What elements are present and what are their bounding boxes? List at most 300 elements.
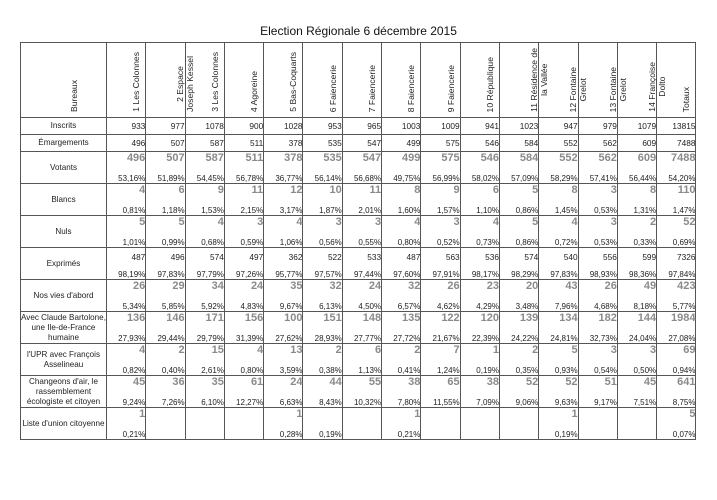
count-cell: 15 bbox=[185, 344, 224, 363]
count-cell bbox=[578, 408, 617, 427]
percent-cell: 1,10% bbox=[460, 202, 499, 216]
value-cell: 547 bbox=[342, 135, 381, 152]
count-cell: 11 bbox=[342, 184, 381, 203]
count-cell: 574 bbox=[499, 248, 538, 267]
count-cell: 4 bbox=[185, 216, 224, 235]
count-cell: 139 bbox=[499, 312, 538, 331]
column-header-label: 6 Faiencerie bbox=[327, 64, 338, 112]
value-cell: 499 bbox=[382, 135, 421, 152]
count-cell: 3 bbox=[617, 344, 656, 363]
count-cell: 2 bbox=[382, 344, 421, 363]
percent-cell: 6,63% bbox=[264, 394, 303, 408]
count-cell: 599 bbox=[617, 248, 656, 267]
column-header-label: 4 Agoreine bbox=[249, 70, 260, 112]
column-header bbox=[382, 43, 421, 118]
percent-cell: 0,50% bbox=[617, 362, 656, 376]
percent-cell: 21,67% bbox=[421, 330, 460, 344]
percent-cell: 0,07% bbox=[657, 426, 696, 440]
percent-cell: 1,01% bbox=[107, 234, 146, 248]
value-cell: 496 bbox=[107, 135, 146, 152]
count-cell: 5 bbox=[657, 408, 696, 427]
header-row bbox=[21, 43, 696, 118]
row-label: Changeons d'air, le rassemblement écologiste et citoyen bbox=[21, 376, 107, 408]
percent-cell: 1,60% bbox=[382, 202, 421, 216]
percent-cell: 97,57% bbox=[303, 266, 342, 280]
bureaux-label: Bureaux bbox=[68, 79, 79, 112]
value-cell: 13815 bbox=[657, 118, 696, 135]
count-cell: 1 bbox=[382, 408, 421, 427]
value-cell: 609 bbox=[617, 135, 656, 152]
percent-cell: 0,19% bbox=[539, 426, 578, 440]
percent-cell: 24,22% bbox=[499, 330, 538, 344]
percent-cell bbox=[224, 426, 263, 440]
percent-cell: 0,82% bbox=[107, 362, 146, 376]
percent-cell: 27,62% bbox=[264, 330, 303, 344]
column-header-label: 13 Fontaine Grelot bbox=[607, 66, 628, 112]
percent-cell bbox=[499, 426, 538, 440]
percent-cell: 3,59% bbox=[264, 362, 303, 376]
table-row-percent bbox=[21, 330, 696, 344]
value-cell: 979 bbox=[578, 118, 617, 135]
percent-cell: 97,44% bbox=[342, 266, 381, 280]
percent-cell: 0,56% bbox=[303, 234, 342, 248]
count-cell: 540 bbox=[539, 248, 578, 267]
count-cell: 45 bbox=[617, 376, 656, 395]
count-cell: 533 bbox=[342, 248, 381, 267]
percent-cell bbox=[460, 426, 499, 440]
percent-cell: 8,18% bbox=[617, 298, 656, 312]
value-cell: 947 bbox=[539, 118, 578, 135]
percent-cell: 0,35% bbox=[499, 362, 538, 376]
table-row bbox=[21, 408, 696, 427]
count-cell: 496 bbox=[146, 248, 185, 267]
count-cell: 552 bbox=[539, 152, 578, 171]
percent-cell: 97,26% bbox=[224, 266, 263, 280]
count-cell: 4 bbox=[107, 344, 146, 363]
value-cell: 941 bbox=[460, 118, 499, 135]
count-cell: 1984 bbox=[657, 312, 696, 331]
count-cell: 7488 bbox=[657, 152, 696, 171]
column-header-label: 7 Faiencerie bbox=[366, 64, 377, 112]
column-header bbox=[421, 43, 460, 118]
percent-cell: 56,14% bbox=[303, 170, 342, 184]
count-cell: 522 bbox=[303, 248, 342, 267]
value-cell: 1003 bbox=[382, 118, 421, 135]
percent-cell: 3,48% bbox=[499, 298, 538, 312]
count-cell: 574 bbox=[185, 248, 224, 267]
column-header-label: 10 République bbox=[484, 56, 495, 112]
count-cell: 562 bbox=[578, 152, 617, 171]
value-cell: 977 bbox=[146, 118, 185, 135]
count-cell: 3 bbox=[224, 216, 263, 235]
percent-cell: 56,78% bbox=[224, 170, 263, 184]
value-cell: 1079 bbox=[617, 118, 656, 135]
count-cell: 136 bbox=[107, 312, 146, 331]
table-row bbox=[21, 152, 696, 171]
count-cell: 547 bbox=[342, 152, 381, 171]
count-cell: 609 bbox=[617, 152, 656, 171]
count-cell: 5 bbox=[539, 344, 578, 363]
count-cell: 4 bbox=[460, 216, 499, 235]
count-cell bbox=[499, 408, 538, 427]
count-cell: 1 bbox=[460, 344, 499, 363]
percent-cell: 1,31% bbox=[617, 202, 656, 216]
count-cell: 38 bbox=[382, 376, 421, 395]
percent-cell: 98,93% bbox=[578, 266, 617, 280]
value-cell: 507 bbox=[146, 135, 185, 152]
row-label: l'UPR avec François Asselineau bbox=[21, 344, 107, 376]
value-cell: 953 bbox=[303, 118, 342, 135]
value-cell: 933 bbox=[107, 118, 146, 135]
count-cell: 52 bbox=[657, 216, 696, 235]
value-cell: 1028 bbox=[264, 118, 303, 135]
percent-cell: 0,93% bbox=[539, 362, 578, 376]
percent-cell: 7,26% bbox=[146, 394, 185, 408]
percent-cell: 54,45% bbox=[185, 170, 224, 184]
value-cell: 575 bbox=[421, 135, 460, 152]
row-label: Inscrits bbox=[21, 118, 107, 135]
value-cell: 546 bbox=[460, 135, 499, 152]
value-cell: 900 bbox=[224, 118, 263, 135]
percent-cell: 0,94% bbox=[657, 362, 696, 376]
count-cell: 44 bbox=[303, 376, 342, 395]
count-cell: 536 bbox=[460, 248, 499, 267]
percent-cell: 1,24% bbox=[421, 362, 460, 376]
count-cell: 487 bbox=[107, 248, 146, 267]
column-header bbox=[107, 43, 146, 118]
percent-cell: 1,18% bbox=[146, 202, 185, 216]
percent-cell: 97,83% bbox=[146, 266, 185, 280]
count-cell: 535 bbox=[303, 152, 342, 171]
percent-cell bbox=[421, 426, 460, 440]
percent-cell: 97,84% bbox=[657, 266, 696, 280]
percent-cell: 7,96% bbox=[539, 298, 578, 312]
count-cell: 2 bbox=[499, 344, 538, 363]
count-cell: 507 bbox=[146, 152, 185, 171]
value-cell: 562 bbox=[578, 135, 617, 152]
count-cell: 6 bbox=[342, 344, 381, 363]
percent-cell: 11,55% bbox=[421, 394, 460, 408]
count-cell: 2 bbox=[303, 344, 342, 363]
count-cell: 499 bbox=[382, 152, 421, 171]
percent-cell: 49,75% bbox=[382, 170, 421, 184]
percent-cell: 98,17% bbox=[460, 266, 499, 280]
count-cell: 146 bbox=[146, 312, 185, 331]
percent-cell: 6,13% bbox=[303, 298, 342, 312]
column-header bbox=[224, 43, 263, 118]
count-cell bbox=[146, 408, 185, 427]
count-cell: 36 bbox=[146, 376, 185, 395]
count-cell: 3 bbox=[578, 216, 617, 235]
count-cell: 8 bbox=[617, 184, 656, 203]
percent-cell: 56,44% bbox=[617, 170, 656, 184]
count-cell: 35 bbox=[264, 280, 303, 299]
percent-cell: 1,06% bbox=[264, 234, 303, 248]
table-row-percent bbox=[21, 202, 696, 216]
percent-cell: 0,99% bbox=[146, 234, 185, 248]
column-header bbox=[657, 43, 696, 118]
percent-cell: 29,44% bbox=[146, 330, 185, 344]
percent-cell bbox=[146, 426, 185, 440]
row-label: Exprimés bbox=[21, 248, 107, 280]
percent-cell: 6,57% bbox=[382, 298, 421, 312]
count-cell: 8 bbox=[382, 184, 421, 203]
count-cell: 65 bbox=[421, 376, 460, 395]
percent-cell: 0,73% bbox=[460, 234, 499, 248]
column-header-label: 9 Faiencerie bbox=[445, 64, 456, 112]
count-cell: 6 bbox=[460, 184, 499, 203]
column-header bbox=[460, 43, 499, 118]
percent-cell: 0,86% bbox=[499, 202, 538, 216]
count-cell: 5 bbox=[107, 216, 146, 235]
table-row bbox=[21, 248, 696, 267]
percent-cell: 1,87% bbox=[303, 202, 342, 216]
count-cell: 20 bbox=[499, 280, 538, 299]
count-cell: 4 bbox=[224, 344, 263, 363]
value-cell: 965 bbox=[342, 118, 381, 135]
row-label: Blancs bbox=[21, 184, 107, 216]
count-cell: 11 bbox=[224, 184, 263, 203]
count-cell: 24 bbox=[224, 280, 263, 299]
table-row bbox=[21, 135, 696, 152]
percent-cell: 57,41% bbox=[578, 170, 617, 184]
percent-cell: 9,63% bbox=[539, 394, 578, 408]
count-cell: 55 bbox=[342, 376, 381, 395]
count-cell: 35 bbox=[185, 376, 224, 395]
count-cell: 13 bbox=[264, 344, 303, 363]
count-cell: 144 bbox=[617, 312, 656, 331]
count-cell: 4 bbox=[539, 216, 578, 235]
percent-cell: 0,21% bbox=[107, 426, 146, 440]
value-cell: 378 bbox=[264, 135, 303, 152]
count-cell: 26 bbox=[107, 280, 146, 299]
percent-cell: 6,10% bbox=[185, 394, 224, 408]
percent-cell: 4,83% bbox=[224, 298, 263, 312]
percent-cell: 0,69% bbox=[657, 234, 696, 248]
column-header bbox=[303, 43, 342, 118]
value-cell: 1009 bbox=[421, 118, 460, 135]
count-cell: 1 bbox=[539, 408, 578, 427]
count-cell: 9 bbox=[185, 184, 224, 203]
percent-cell: 24,81% bbox=[539, 330, 578, 344]
column-header-label: 3 Les Colonnes bbox=[209, 52, 220, 112]
table-row-percent bbox=[21, 362, 696, 376]
count-cell bbox=[421, 408, 460, 427]
count-cell: 10 bbox=[303, 184, 342, 203]
row-label: Liste d'union citoyenne bbox=[21, 408, 107, 440]
count-cell: 3 bbox=[342, 216, 381, 235]
percent-cell: 5,77% bbox=[657, 298, 696, 312]
percent-cell: 0,54% bbox=[578, 362, 617, 376]
column-header bbox=[146, 43, 196, 118]
count-cell: 8 bbox=[539, 184, 578, 203]
value-cell: 7488 bbox=[657, 135, 696, 152]
count-cell: 1 bbox=[264, 408, 303, 427]
percent-cell: 12,27% bbox=[224, 394, 263, 408]
percent-cell: 27,93% bbox=[107, 330, 146, 344]
percent-cell: 9,17% bbox=[578, 394, 617, 408]
table-body bbox=[21, 118, 696, 440]
table-row bbox=[21, 118, 696, 135]
count-cell: 2 bbox=[146, 344, 185, 363]
percent-cell: 58,29% bbox=[539, 170, 578, 184]
count-cell: 110 bbox=[657, 184, 696, 203]
percent-cell: 98,19% bbox=[107, 266, 146, 280]
value-cell: 552 bbox=[539, 135, 578, 152]
count-cell bbox=[460, 408, 499, 427]
count-cell bbox=[224, 408, 263, 427]
column-header-label: 12 Fontaine Grelot bbox=[568, 66, 589, 112]
corner-header bbox=[21, 43, 107, 118]
percent-cell: 54,20% bbox=[657, 170, 696, 184]
percent-cell: 51,89% bbox=[146, 170, 185, 184]
count-cell: 26 bbox=[578, 280, 617, 299]
column-header bbox=[617, 43, 667, 118]
percent-cell: 8,75% bbox=[657, 394, 696, 408]
table-row bbox=[21, 312, 696, 331]
column-header bbox=[499, 43, 550, 118]
count-cell: 6 bbox=[146, 184, 185, 203]
count-cell: 546 bbox=[460, 152, 499, 171]
count-cell: 151 bbox=[303, 312, 342, 331]
count-cell: 24 bbox=[342, 280, 381, 299]
column-header-label: 11 Résidence de la Vallée bbox=[529, 48, 550, 112]
percent-cell: 5,85% bbox=[146, 298, 185, 312]
table-row-percent bbox=[21, 426, 696, 440]
percent-cell: 0,59% bbox=[224, 234, 263, 248]
table-row-percent bbox=[21, 394, 696, 408]
count-cell: 148 bbox=[342, 312, 381, 331]
percent-cell: 0,55% bbox=[342, 234, 381, 248]
count-cell: 641 bbox=[657, 376, 696, 395]
count-cell: 3 bbox=[303, 216, 342, 235]
table-row bbox=[21, 280, 696, 299]
results-table bbox=[20, 42, 696, 440]
count-cell: 34 bbox=[185, 280, 224, 299]
count-cell: 52 bbox=[499, 376, 538, 395]
count-cell: 3 bbox=[578, 184, 617, 203]
percent-cell: 4,62% bbox=[421, 298, 460, 312]
value-cell: 511 bbox=[224, 135, 263, 152]
percent-cell: 98,36% bbox=[617, 266, 656, 280]
row-label: Nuls bbox=[21, 216, 107, 248]
count-cell bbox=[617, 408, 656, 427]
count-cell: 4 bbox=[264, 216, 303, 235]
percent-cell: 9,06% bbox=[499, 394, 538, 408]
table-row bbox=[21, 216, 696, 235]
percent-cell: 9,67% bbox=[264, 298, 303, 312]
percent-cell: 0,80% bbox=[382, 234, 421, 248]
percent-cell: 0,41% bbox=[382, 362, 421, 376]
count-cell: 575 bbox=[421, 152, 460, 171]
count-cell: 7 bbox=[421, 344, 460, 363]
row-label: Nos vies d'abord bbox=[21, 280, 107, 312]
percent-cell: 97,60% bbox=[382, 266, 421, 280]
count-cell: 3 bbox=[578, 344, 617, 363]
percent-cell: 1,13% bbox=[342, 362, 381, 376]
percent-cell: 27,08% bbox=[657, 330, 696, 344]
table-row-percent bbox=[21, 234, 696, 248]
count-cell: 32 bbox=[303, 280, 342, 299]
percent-cell bbox=[617, 426, 656, 440]
row-label: Avec Claude Bartolone, une Ile-de-France humaine bbox=[21, 312, 106, 342]
count-cell: 49 bbox=[617, 280, 656, 299]
value-cell: 535 bbox=[303, 135, 342, 152]
percent-cell: 56,68% bbox=[342, 170, 381, 184]
percent-cell: 0,86% bbox=[499, 234, 538, 248]
count-cell: 496 bbox=[107, 152, 146, 171]
count-cell bbox=[303, 408, 342, 427]
percent-cell: 0,19% bbox=[460, 362, 499, 376]
count-cell: 38 bbox=[460, 376, 499, 395]
percent-cell: 1,45% bbox=[539, 202, 578, 216]
percent-cell: 31,39% bbox=[224, 330, 263, 344]
percent-cell: 0,38% bbox=[303, 362, 342, 376]
percent-cell: 53,16% bbox=[107, 170, 146, 184]
percent-cell: 0,40% bbox=[146, 362, 185, 376]
count-cell: 23 bbox=[460, 280, 499, 299]
percent-cell: 2,15% bbox=[224, 202, 263, 216]
page-title: Election Régionale 6 décembre 2015 bbox=[260, 24, 457, 38]
percent-cell: 4,50% bbox=[342, 298, 381, 312]
count-cell: 12 bbox=[264, 184, 303, 203]
percent-cell: 9,24% bbox=[107, 394, 146, 408]
count-cell: 43 bbox=[539, 280, 578, 299]
count-cell: 5 bbox=[499, 216, 538, 235]
percent-cell: 57,09% bbox=[499, 170, 538, 184]
percent-cell: 28,93% bbox=[303, 330, 342, 344]
count-cell: 5 bbox=[499, 184, 538, 203]
percent-cell: 3,17% bbox=[264, 202, 303, 216]
column-header bbox=[578, 43, 628, 118]
value-cell: 587 bbox=[185, 135, 224, 152]
column-header bbox=[539, 43, 589, 118]
count-cell: 100 bbox=[264, 312, 303, 331]
count-cell: 378 bbox=[264, 152, 303, 171]
percent-cell: 58,02% bbox=[460, 170, 499, 184]
count-cell: 4 bbox=[107, 184, 146, 203]
percent-cell: 2,61% bbox=[185, 362, 224, 376]
percent-cell: 0,72% bbox=[539, 234, 578, 248]
percent-cell: 0,81% bbox=[107, 202, 146, 216]
percent-cell: 97,83% bbox=[539, 266, 578, 280]
column-header-label: 2 Espace Joseph Kessel bbox=[175, 56, 196, 112]
count-cell: 45 bbox=[107, 376, 146, 395]
value-cell: 584 bbox=[499, 135, 538, 152]
percent-cell: 7,51% bbox=[617, 394, 656, 408]
percent-cell: 0,80% bbox=[224, 362, 263, 376]
column-header-label: 8 Faiencerie bbox=[406, 64, 417, 112]
count-cell: 26 bbox=[421, 280, 460, 299]
percent-cell: 0,19% bbox=[303, 426, 342, 440]
count-cell: 2 bbox=[617, 216, 656, 235]
count-cell: 584 bbox=[499, 152, 538, 171]
count-cell: 1 bbox=[107, 408, 146, 427]
percent-cell: 27,72% bbox=[382, 330, 421, 344]
count-cell: 122 bbox=[421, 312, 460, 331]
percent-cell: 24,04% bbox=[617, 330, 656, 344]
percent-cell: 4,29% bbox=[460, 298, 499, 312]
percent-cell: 7,09% bbox=[460, 394, 499, 408]
percent-cell: 4,68% bbox=[578, 298, 617, 312]
column-header-label: Totaux bbox=[681, 86, 692, 112]
table-row-percent bbox=[21, 170, 696, 184]
percent-cell: 98,29% bbox=[499, 266, 538, 280]
percent-cell bbox=[342, 426, 381, 440]
table-row bbox=[21, 184, 696, 203]
table-row-percent bbox=[21, 298, 696, 312]
count-cell bbox=[342, 408, 381, 427]
